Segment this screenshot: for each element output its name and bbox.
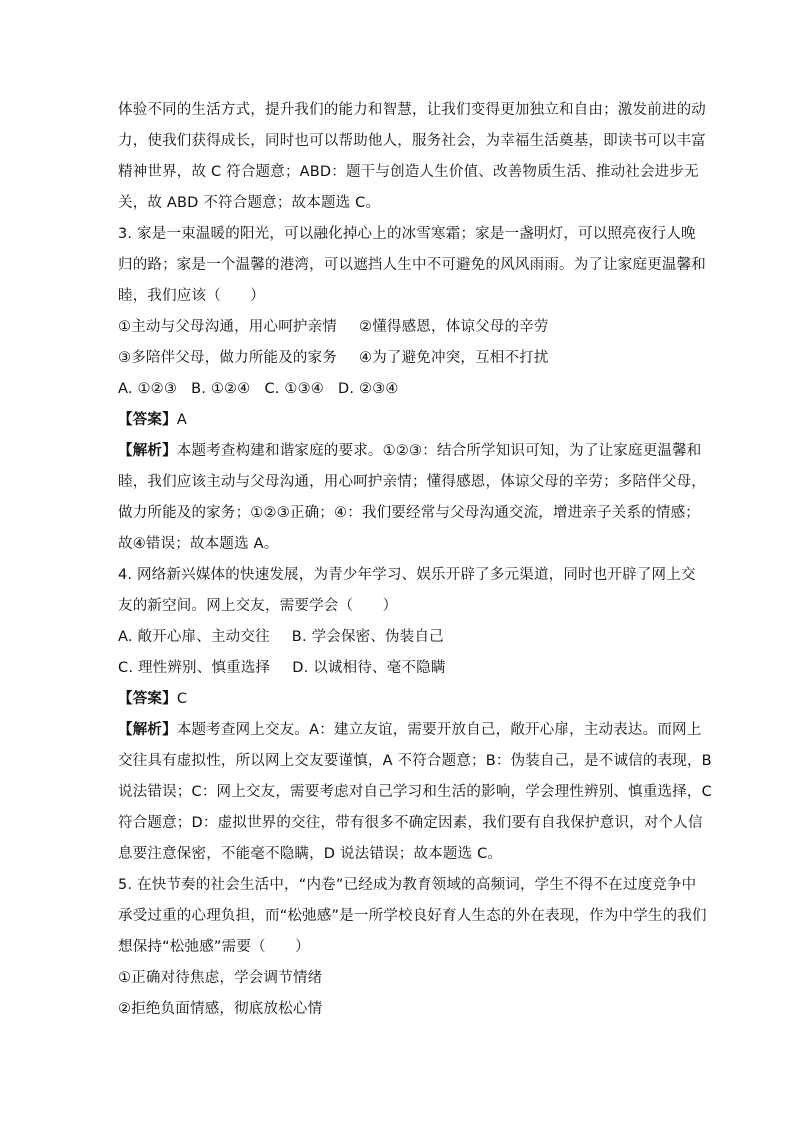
option: A. 敞开心扉、主动交往: [118, 629, 270, 645]
option: B. ①②④: [191, 381, 251, 397]
answer-line: [118, 684, 678, 715]
analysis-line: 做力所能及的家务；①②③正确；④：我们要经常与父母沟通交流，增进亲子关系的情感；: [118, 505, 700, 521]
text-line: 精神世界，故 C 符合题意；ABD：题干与创造人生价值、改善物质生活、推动社会进步无: [118, 164, 699, 180]
options-row: [118, 622, 678, 653]
question-stem: 承受过重的心理负担，而“松弛感”是一所学校良好育人生态的外在表现，作为中学生的我们: [118, 908, 707, 924]
statement-row: [118, 343, 678, 374]
option: D. 以诚相待、毫不隐瞒: [292, 660, 446, 676]
statement: ①主动与父母沟通，用心呵护亲情: [118, 319, 337, 335]
question-stem: 归的路；家是一个温馨的港湾，可以遮挡人生中不可避免的风风雨雨。为了让家庭更温馨和: [118, 257, 706, 273]
analysis-line: 交往具有虚拟性，所以网上交友要谨慎，A 不符合题意；B：伪装自己，是不诚信的表现，B: [118, 753, 712, 769]
option: C. ①③④: [264, 381, 325, 397]
analysis-line: 符合题意；D：虚拟世界的交往，带有很多不确定因素，我们要有自我保护意识，对个人信: [118, 815, 703, 831]
question-stem: 想保持“松弛感”需要（ ）: [118, 939, 310, 955]
statement: ③多陪伴父母，做力所能及的家务: [118, 350, 337, 366]
answer-value: A: [176, 412, 187, 428]
analysis-line: 睦，我们应该主动与父母沟通，用心呵护亲情；懂得感恩，体谅父母的辛劳；多陪伴父母，: [118, 474, 706, 490]
statement: ④为了避免冲突，互相不打扰: [359, 350, 549, 366]
analysis-line: 息要注意保密，不能毫不隐瞒，D 说法错误；故本题选 C。: [118, 846, 503, 862]
statement-row: [118, 312, 678, 343]
answer-line: [118, 405, 678, 436]
analysis-tag: 【解析】: [118, 443, 177, 459]
question-stem: 友的新空间。网上交友，需要学会（ ）: [118, 598, 398, 614]
question-stem: 3. 家是一束温暖的阳光，可以融化掉心上的冰雪寒霜；家是一盏明灯，可以照亮夜行人晚: [118, 226, 696, 242]
document-content: [118, 95, 712, 1025]
analysis-line: [118, 715, 702, 746]
option: B. 学会保密、伪装自己: [291, 629, 444, 645]
answer-tag: 【答案】: [118, 412, 177, 428]
text-line: 关，故 ABD 不符合题意；故本题选 C。: [118, 195, 381, 211]
analysis-line: 说法错误；C：网上交友，需要考虑对自己学习和生活的影响，学会理性辨别、慎重选择，C: [118, 784, 712, 800]
options-row: [118, 374, 678, 405]
analysis-line: [118, 436, 702, 467]
text-line: 力，使我们获得成长，同时也可以帮助他人，服务社会，为幸福生活奠基，即读书可以丰富: [118, 133, 706, 149]
statement: ①正确对待焦虑，学会调节情绪: [118, 970, 323, 986]
analysis-line: 故④错误；故本题选 A。: [118, 536, 279, 552]
statement: ②懂得感恩，体谅父母的辛劳: [359, 319, 549, 335]
analysis-text: 本题考查网上交友。A：建立友谊，需要开放自己，敞开心扉，主动表达。而网上: [176, 722, 702, 738]
text-line: 体验不同的生活方式，提升我们的能力和智慧，让我们变得更加独立和自由；激发前进的动: [118, 102, 706, 118]
question-stem: 5. 在快节奏的社会生活中，“内卷”已经成为教育领域的高频词，学生不得不在过度竞争中: [118, 877, 697, 893]
answer-value: C: [176, 691, 188, 707]
option: A. ①②③: [118, 381, 178, 397]
statement: ②拒绝负面情感，彻底放松心情: [118, 1001, 323, 1017]
question-stem: 4. 网络新兴媒体的快速发展，为青少年学习、娱乐开辟了多元渠道，同时也开辟了网上交: [118, 567, 696, 583]
analysis-tag: 【解析】: [118, 722, 177, 738]
answer-tag: 【答案】: [118, 691, 177, 707]
option: D. ②③④: [338, 381, 399, 397]
options-row: [118, 653, 678, 684]
analysis-text: 本题考查构建和谐家庭的要求。①②③：结合所学知识可知，为了让家庭更温馨和: [176, 443, 702, 459]
option: C. 理性辨别、慎重选择: [118, 660, 271, 676]
question-stem: 睦，我们应该（ ）: [118, 288, 265, 304]
